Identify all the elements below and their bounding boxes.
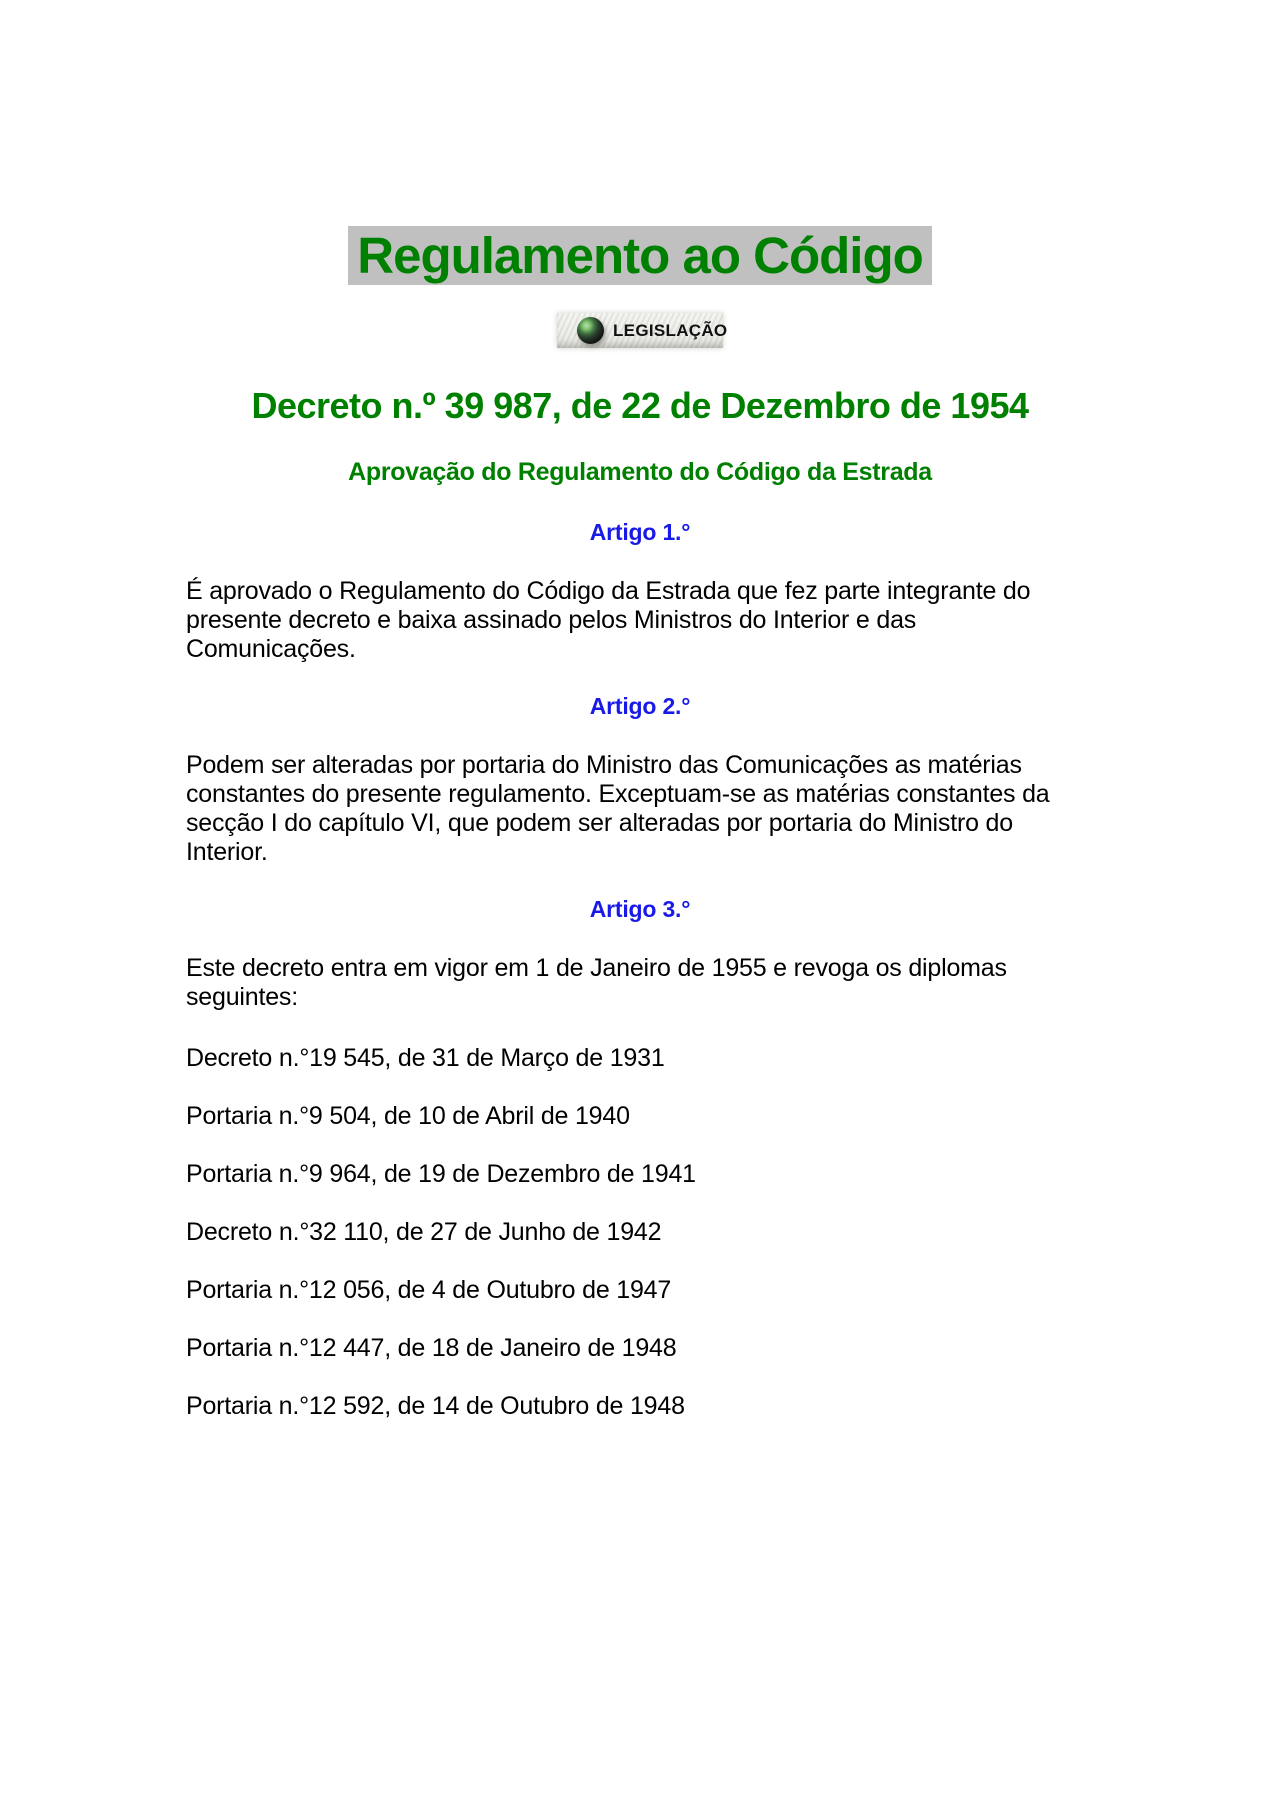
revoked-item: Portaria n.°12 056, de 4 de Outubro de 1947 <box>186 1276 672 1304</box>
article-2-paragraph <box>186 751 1280 867</box>
text-line: Este decreto entra em vigor em 1 de Janeiro de 1955 e revoga os diplomas <box>186 954 1007 982</box>
badge-row <box>0 313 1280 348</box>
article-2-heading: Artigo 2.° <box>589 693 691 719</box>
text-line: secção I do capítulo VI, que podem ser alteradas por portaria do Ministro do <box>186 809 1013 837</box>
decree-heading: Decreto n.º 39 987, de 22 de Dezembro de 1954 <box>251 385 1029 426</box>
globe-icon <box>577 317 604 344</box>
article-3-heading: Artigo 3.° <box>589 896 691 922</box>
text-line: Podem ser alteradas por portaria do Ministro das Comunicações as matérias <box>186 751 1022 779</box>
decree-subheading: Aprovação do Regulamento do Código da Estrada <box>348 458 932 486</box>
badge-label: LEGISLAÇÃO <box>613 320 728 340</box>
revoked-item: Decreto n.°19 545, de 31 de Março de 1931 <box>186 1044 665 1072</box>
article-1-paragraph <box>186 577 1280 664</box>
text-line: Interior. <box>186 838 268 866</box>
revoked-item: Portaria n.°12 447, de 18 de Janeiro de 1948 <box>186 1334 677 1362</box>
revoked-item: Decreto n.°32 110, de 27 de Junho de 1942 <box>186 1218 662 1246</box>
title-banner-row <box>0 226 1280 285</box>
legislacao-badge <box>557 313 728 348</box>
text-line: É aprovado o Regulamento do Código da Estrada que fez parte integrante do <box>186 577 1031 605</box>
revoked-item: Portaria n.°9 964, de 19 de Dezembro de 1941 <box>186 1160 696 1188</box>
text-line: Comunicações. <box>186 635 356 663</box>
article-1-heading: Artigo 1.° <box>589 519 691 545</box>
text-line: presente decreto e baixa assinado pelos Ministros do Interior e das <box>186 606 917 634</box>
revoked-item: Portaria n.°12 592, de 14 de Outubro de 1948 <box>186 1392 685 1420</box>
text-line: seguintes: <box>186 983 298 1011</box>
revoked-item: Portaria n.°9 504, de 10 de Abril de 1940 <box>186 1102 630 1130</box>
article-3-paragraph <box>186 954 1280 1012</box>
page-title: Regulamento ao Código <box>348 226 932 285</box>
text-line: constantes do presente regulamento. Exceptuam-se as matérias constantes da <box>186 780 1050 808</box>
